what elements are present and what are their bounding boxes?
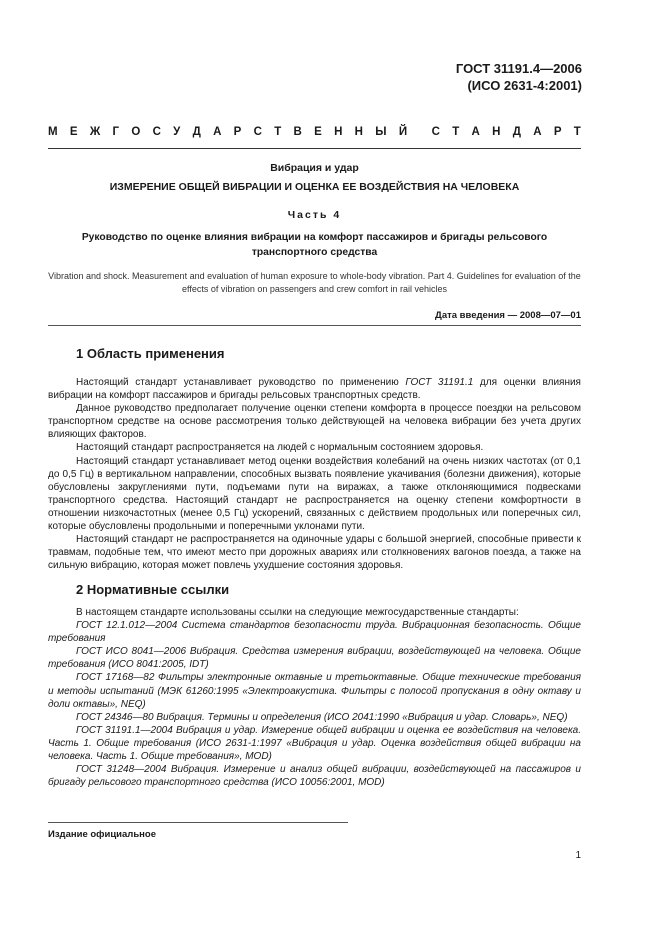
banner-letter: Й bbox=[398, 126, 408, 138]
page-number: 1 bbox=[575, 850, 581, 861]
paragraph: Настоящий стандарт устанавливает метод оценки воздействия колебаний на очень низких частотах (от 0,1 до 0,5 Гц) в вертикальном направлении, способных вызвать появление укачивания (болезни движения), которые обусловлены закруглениями пути, подъемами пути на виражах, а также отклоняющимися подвесками транспортного средства. Настоящий стандарт не распространяется на оценку степени комфортности в отношении низкочастотных (менее 0,5 Гц) ускорений, связанных с действием продольных или поперечных сил, которые обусловлены продольными и поперечными уклонами пути. bbox=[48, 455, 581, 533]
iso-number: (ИСО 2631-4:2001) bbox=[467, 78, 582, 93]
banner-letter: С bbox=[152, 126, 161, 138]
banner-letter: Т bbox=[452, 126, 460, 138]
reference-item: ГОСТ 12.1.012—2004 Система стандартов безопасности труда. Вибрационная безопасность. Общие требования bbox=[48, 620, 581, 645]
reference-item: ГОСТ ИСО 8041—2006 Вибрация. Средства измерения вибрации, воздействующей на человека. Общие требования (ИСО 8041:2005, IDT) bbox=[48, 646, 581, 671]
paragraph: Настоящий стандарт распространяется на людей с нормальным состоянием здоровья. bbox=[76, 442, 484, 454]
banner-letter: У bbox=[173, 126, 181, 138]
interstate-standard-banner bbox=[48, 126, 581, 138]
banner-letter: Е bbox=[69, 126, 78, 138]
reference-item: ГОСТ 24346—80 Вибрация. Термины и определения (ИСО 2041:1990 «Вибрация и удар. Словарь», NEQ) bbox=[76, 711, 568, 723]
reference-item: ГОСТ 31248—2004 Вибрация. Измерение и анализ общей вибрации, воздействующей на пассажиров и бригаду рельсового транспортного средства (ИСО 10056:2001, MOD) bbox=[48, 764, 581, 789]
standard-reference: ГОСТ 31191.1 bbox=[405, 377, 474, 388]
banner-letter: М bbox=[48, 126, 58, 138]
banner-letter: Ж bbox=[89, 126, 101, 138]
standard-code bbox=[456, 60, 582, 94]
banner-letter: Д bbox=[192, 126, 201, 138]
banner-letter: Т bbox=[274, 126, 282, 138]
banner-letter: В bbox=[293, 126, 302, 138]
paragraph: В настоящем стандарте использованы ссылки на следующие межгосударственные стандарты: bbox=[76, 607, 519, 618]
official-edition-label: Издание официальное bbox=[48, 829, 156, 840]
banner-letter: А bbox=[533, 126, 542, 138]
banner-letter: Г bbox=[112, 126, 120, 138]
paragraph: Настоящий стандарт не распространяется на одиночные удары с большой энергией, способные привести к травмам, подобные тем, что имеют место при дорожных авариях или столкновениях вагонов поезда, а также на сильную вибрацию, которая может повлечь ухудшение состояния здоровья. bbox=[48, 534, 581, 572]
banner-letter: Р bbox=[233, 126, 242, 138]
banner-letter: Н bbox=[492, 126, 501, 138]
banner-letter: О bbox=[131, 126, 141, 138]
intro-date: Дата введения — 2008—07—01 bbox=[435, 310, 581, 321]
reference-item: ГОСТ 17168—82 Фильтры электронные октавные и третьоктавные. Общие технические требования и методы испытаний (МЭК 61260:1995 «Электроакустика. Фильтры с полосой пропускания в одну октаву и доли октавы», NEQ) bbox=[48, 672, 581, 710]
banner-letter: С bbox=[253, 126, 262, 138]
section-2-body bbox=[48, 606, 581, 789]
banner-letter: Д bbox=[512, 126, 521, 138]
banner-letter: Т bbox=[573, 126, 581, 138]
section-2-heading: 2 Нормативные ссылки bbox=[76, 582, 230, 597]
topic-title: Вибрация и удар bbox=[270, 162, 359, 174]
main-title: ИЗМЕРЕНИЕ ОБЩЕЙ ВИБРАЦИИ И ОЦЕНКА ЕЕ ВОЗДЕЙСТВИЯ НА ЧЕЛОВЕКА bbox=[109, 181, 520, 193]
banner-divider bbox=[48, 148, 581, 149]
standard-number: ГОСТ 31191.4—2006 bbox=[455, 61, 582, 76]
reference-item: ГОСТ 31191.1—2004 Вибрация и удар. Измерение общей вибрации и оценка ее воздействия на человека. Часть 1. Общие требования (ИСО 2631-1:1997 «Вибрация и удар. Оценка воздействия общей вибрации на человека. Часть 1. Общие требования», MOD) bbox=[48, 724, 581, 763]
banner-letter: Н bbox=[354, 126, 363, 138]
banner-letter: С bbox=[431, 126, 440, 138]
footer-divider bbox=[48, 822, 348, 823]
section-1-body bbox=[48, 376, 581, 572]
english-title: Vibration and shock. Measurement and evaluation of human exposure to whole-body vibration. Part 4. Guidelines for evaluation of the effects of vibration on passengers and crew comfort in rail vehicles bbox=[48, 271, 581, 294]
section-1-heading: 1 Область применения bbox=[76, 346, 225, 361]
paragraph: Данное руководство предполагает получение оценки степени комфорта в процессе поездки на рельсовом транспортном средстве на основе рассмотрения только действующей на человека вибрации без учета других влияющих факторов. bbox=[48, 403, 581, 441]
date-divider bbox=[48, 325, 581, 326]
banner-letter: Е bbox=[314, 126, 322, 138]
banner-letter: Р bbox=[553, 126, 562, 138]
banner-letter: Ы bbox=[375, 126, 387, 138]
banner-letter: Н bbox=[334, 126, 343, 138]
banner-letter: А bbox=[213, 126, 222, 138]
subtitle: Руководство по оценке влияния вибрации на комфорт пассажиров и бригады рельсового транспортного средства bbox=[81, 232, 548, 258]
banner-letter: А bbox=[471, 126, 480, 138]
part-title: Часть 4 bbox=[287, 209, 342, 221]
paragraph: Настоящий стандарт устанавливает руководство по применению ГОСТ 31191.1 для оценки влияния вибрации на комфорт пассажиров и бригады рельсовых транспортных средств. bbox=[48, 377, 581, 402]
